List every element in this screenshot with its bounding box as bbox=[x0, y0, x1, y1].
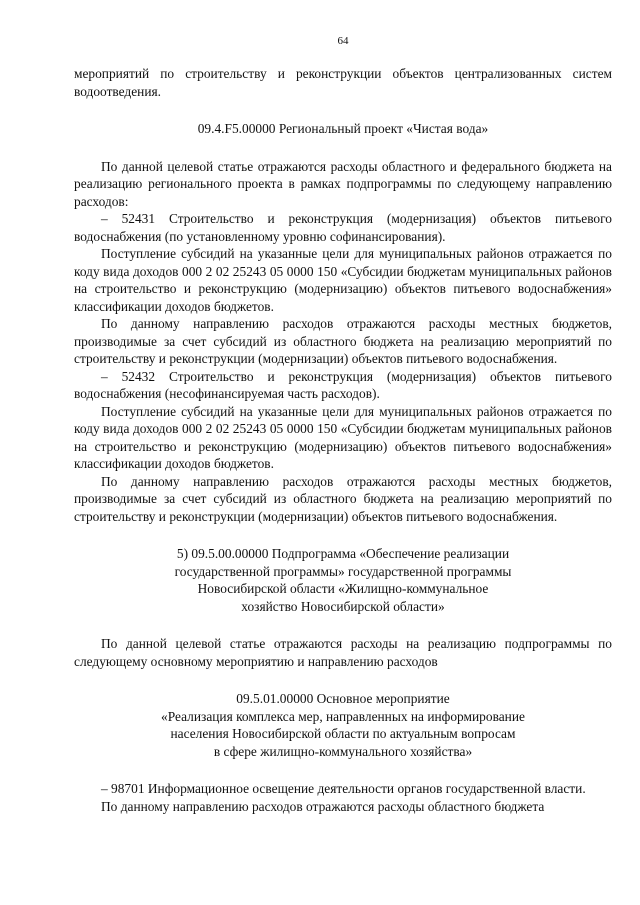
paragraph: По данной целевой статье отражаются расходы на реализацию подпрограммы по следующему основному мероприятию и направлению расходов bbox=[74, 636, 612, 669]
paragraph: По данному направлению расходов отражаются расходы местных бюджетов, производимые за счет субсидий из областного бюджета на реализацию мероприятий по строительству и реконструкции (модернизации) объектов питьевого водоснабжения. bbox=[74, 316, 612, 366]
heading-line: в сфере жилищно-коммунального хозяйства» bbox=[213, 743, 473, 759]
paragraph: Поступление субсидий на указанные цели для муниципальных районов отражается по коду вида доходов 000 2 02 25243 05 0000 150 «Субсидии бюджетам муниципальных районов на строительство и реконструкцию (модернизацию) объектов питьевого водоснабжения» классификации доходов бюджетов. bbox=[74, 246, 612, 314]
heading-line: государственной программы» государственной программы bbox=[174, 563, 512, 579]
paragraph: По данному направлению расходов отражаются расходы местных бюджетов, производимые за счет субсидий из областного бюджета на реализацию мероприятий по строительству и реконструкции (модернизации) объектов питьевого водоснабжения. bbox=[74, 473, 612, 524]
heading-line: населения Новосибирской области по актуальным вопросам bbox=[170, 726, 516, 741]
heading-line: «Реализация комплекса мер, направленных на информирование bbox=[161, 708, 525, 724]
heading-line: хозяйство Новосибирской области» bbox=[241, 598, 445, 614]
section-heading-main-activity bbox=[74, 690, 612, 760]
paragraph: Поступление субсидий на указанные цели для муниципальных районов отражается по коду вида доходов 000 2 02 25243 05 0000 150 «Субсидии бюджетам муниципальных районов на строительство и реконструкцию (модернизацию) объектов питьевого водоснабжения» классификации доходов бюджетов. bbox=[74, 403, 612, 471]
page-number: 64 bbox=[337, 35, 349, 47]
heading-line: 09.5.01.00000 Основное мероприятие bbox=[236, 691, 450, 706]
expense-direction-item: – 98701 Информационное освещение деятельности органов государственной власти. bbox=[101, 781, 586, 796]
section-heading-subprogram bbox=[74, 545, 612, 615]
section-heading-regional-project: 09.4.F5.00000 Региональный проект «Чистая вода» bbox=[197, 121, 489, 136]
paragraph-continuation: мероприятий по строительству и реконструкции объектов централизованных систем водоотведения. bbox=[74, 66, 612, 99]
expense-direction-item: – 52431 Строительство и реконструкция (модернизация) объектов питьевого водоснабжения (по установленному уровню софинансирования). bbox=[74, 211, 612, 244]
paragraph: По данной целевой статье отражаются расходы областного и федерального бюджета на реализацию регионального проекта в рамках подпрограммы по следующему направлению расходов: bbox=[74, 158, 612, 209]
paragraph: По данному направлению расходов отражаются расходы областного бюджета bbox=[101, 798, 545, 814]
heading-line: Новосибирской области «Жилищно-коммунальное bbox=[197, 581, 489, 596]
expense-direction-item: – 52432 Строительство и реконструкция (модернизация) объектов питьевого водоснабжения (несофинансируемая часть расходов). bbox=[74, 368, 612, 401]
document-page bbox=[74, 0, 612, 905]
heading-line: 5) 09.5.00.00000 Подпрограмма «Обеспечение реализации bbox=[176, 546, 510, 561]
document-body bbox=[74, 65, 612, 815]
